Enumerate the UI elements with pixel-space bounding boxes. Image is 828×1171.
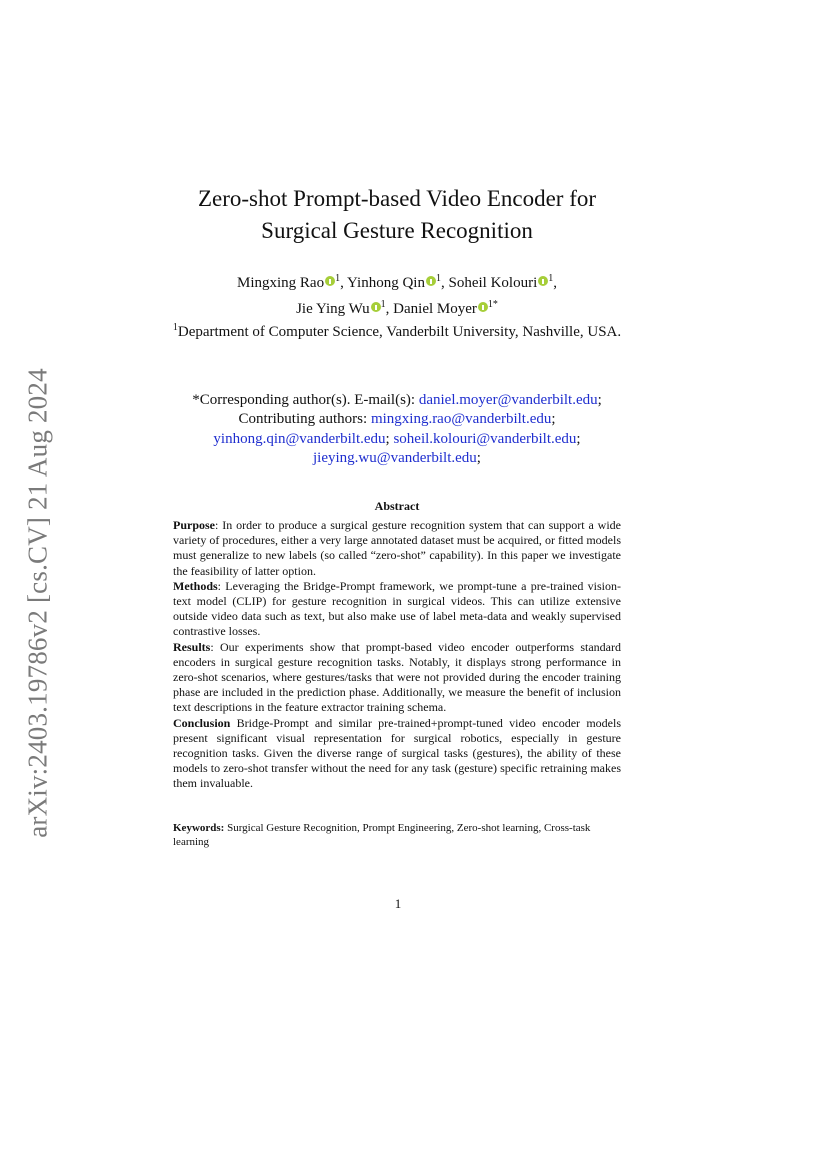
author-name: Mingxing Rao [237, 275, 325, 291]
section-separator: : [215, 518, 223, 532]
section-text: Leveraging the Bridge-Prompt framework, we prompt-tune a pre-trained vision-text model (CLIP) for gesture recognition in surgical videos. This can utilize extensive outside video data such as text, but also make use of label meta-data and weakly supervised contrastive losses. [173, 578, 621, 639]
keywords-text: Surgical Gesture Recognition, Prompt Engineering, Zero-shot learning, Cross-task learning [173, 822, 591, 848]
author-affiliation-mark: 1 [435, 273, 441, 284]
author-name: Yinhong Qin [347, 275, 425, 291]
section-text: Our experiments show that prompt-based video encoder outperforms standard encoders in surgical gesture recognition tasks. Notably, it displays strong performance in zero-shot scenarios, where gestures/tasks that were not provided during the encoder training phase are included in the prediction phase. Additionally, we measure the benefit of inclusion text descriptions in the feature extractor training schema. [173, 639, 621, 715]
page-number: 1 [394, 896, 402, 911]
author-affiliation-mark: 1 [548, 273, 554, 284]
author [296, 301, 386, 317]
author-separator: , [340, 275, 348, 291]
orcid-icon[interactable] [325, 276, 335, 286]
abstract-section-results [173, 640, 621, 716]
author-affiliation-mark: 1* [487, 299, 498, 310]
abstract-body [173, 518, 621, 792]
keywords-label: Keywords: [173, 822, 225, 834]
section-label: Methods [173, 578, 218, 593]
contributing-label: Contributing authors: [238, 411, 368, 428]
author [347, 275, 441, 291]
orcid-icon[interactable] [478, 302, 488, 312]
abstract-section-methods [173, 579, 621, 640]
author-affiliation-mark: 1 [380, 299, 386, 310]
paper-title [120, 183, 674, 247]
email-link[interactable]: soheil.kolouri@vanderbilt.edu [393, 430, 577, 447]
abstract-heading: Abstract [374, 499, 420, 513]
email-link[interactable]: mingxing.rao@vanderbilt.edu [370, 411, 552, 428]
author-affiliation-mark: 1 [335, 273, 341, 284]
keywords [173, 821, 621, 849]
corresponding-label: *Corresponding author(s). E-mail(s): [192, 392, 416, 408]
section-separator: : [217, 578, 226, 593]
affiliation-mark: 1 [172, 322, 178, 333]
orcid-icon[interactable] [538, 276, 548, 286]
section-text: Bridge-Prompt and similar pre-trained+prompt-tuned video encoder models present significant visual representation for surgical robotics, especially in gesture recognition tasks. Given the diverse range of surgical tasks (gestures), the ability of these models to zero-shot transfer without the need for any task (gesture) specific retraining makes them invaluable. [173, 715, 621, 791]
author [448, 275, 553, 291]
abstract-section-purpose [173, 518, 621, 579]
section-label: Results [173, 639, 211, 654]
contact-block: *Corresponding author(s). E-mail(s): daniel.moyer@vanderbilt.edu; Contributing authors: mingxing.rao@vanderbilt.edu; yinhong.qin@vanderbilt.edu; soheil.kolouri@vanderbilt.edu; jieying.wu@vanderbilt.edu; [192, 392, 602, 466]
author [393, 301, 498, 317]
arxiv-identifier: arXiv:2403.19786v2 [cs.CV] 21 Aug 2024 [22, 367, 53, 838]
title-line-1: Zero-shot Prompt-based Video Encoder for [197, 186, 597, 211]
email-link[interactable]: jieying.wu@vanderbilt.edu [313, 449, 477, 466]
section-separator: : [210, 639, 220, 654]
author-separator: , [440, 275, 449, 291]
title-line-2: Surgical Gesture Recognition [261, 218, 533, 243]
abstract-section-conclusion [173, 716, 621, 792]
affiliation-text: Department of Computer Science, Vanderbilt University, Nashville, USA. [177, 324, 622, 340]
corresponding-email-link[interactable]: daniel.moyer@vanderbilt.edu [418, 392, 598, 408]
author-list [150, 268, 644, 320]
author-separator: , [553, 275, 557, 291]
author-name: Daniel Moyer [393, 301, 477, 317]
arxiv-sidebar [14, 355, 62, 850]
orcid-icon[interactable] [426, 276, 436, 286]
email-link[interactable]: yinhong.qin@vanderbilt.edu [213, 430, 386, 447]
section-label: Purpose [173, 518, 215, 532]
author-separator: , [385, 301, 394, 317]
section-text: In order to produce a surgical gesture recognition system that can support a wide variety of procedures, either a very large annotated dataset must be acquired, or fitted models must generalize to new labels (so called “zero-shot” capability). In this paper we investigate the feasibility of latter option. [173, 518, 621, 578]
section-label: Conclusion [173, 715, 231, 730]
author-name: Soheil Kolouri [448, 275, 538, 291]
author [237, 275, 340, 291]
author-name: Jie Ying Wu [296, 301, 370, 317]
affiliation [160, 318, 634, 342]
orcid-icon[interactable] [371, 302, 381, 312]
